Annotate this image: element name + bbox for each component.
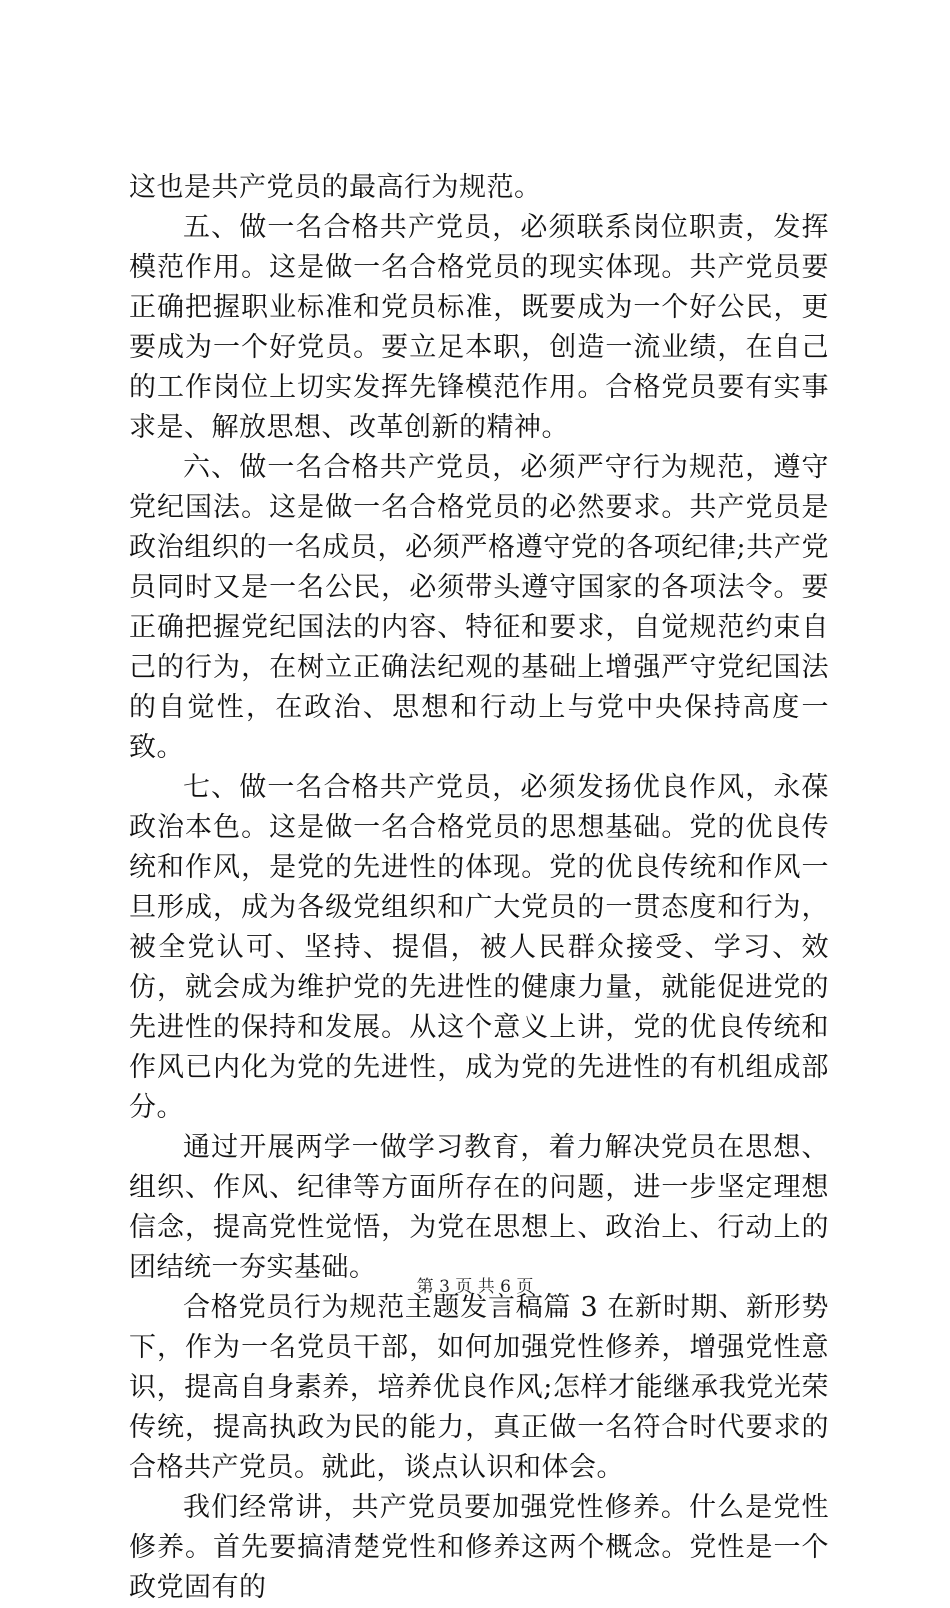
paragraph-2: 五、做一名合格共产党员，必须联系岗位职责，发挥模范作用。这是做一名合格党员的现实体现。共产党员要正确把握职业标准和党员标准，既要成为一个好公民，更要成为一个好党员。要立足本职，创造一流业绩，在自己的工作岗位上切实发挥先锋模范作用。合格党员要有实事求是、解放思想、改革创新的精神。 — [129, 212, 829, 443]
paragraph-7: 我们经常讲，共产党员要加强党性修养。什么是党性修养。首先要搞清楚党性和修养这两个概念。党性是一个政党固有的 — [129, 1492, 829, 1603]
paragraph-6: 合格党员行为规范主题发言稿篇 3 在新时期、新形势下，作为一名党员干部，如何加强党性修养，增强党性意识，提高自身素养，培养优良作风;怎样才能继承我党光荣传统，提高执政为民的能力，真正做一名符合时代要求的合格共产党员。就此，谈点认识和体会。 — [129, 1292, 829, 1483]
paragraph-1: 这也是共产党员的最高行为规范。 — [129, 172, 542, 203]
paragraph-3: 六、做一名合格共产党员，必须严守行为规范，遵守党纪国法。这是做一名合格党员的必然要求。共产党员是政治组织的一名成员，必须严格遵守党的各项纪律;共产党员同时又是一名公民，必须带头遵守国家的各项法令。要正确把握党纪国法的内容、特征和要求，自觉规范约束自己的行为，在树立正确法纪观的基础上增强严守党纪国法的自觉性，在政治、思想和行动上与党中央保持高度一致。 — [129, 452, 829, 763]
paragraph-4: 七、做一名合格共产党员，必须发扬优良作风，永葆政治本色。这是做一名合格党员的思想基础。党的优良传统和作风，是党的先进性的体现。党的优良传统和作风一旦形成，成为各级党组织和广大党员的一贯态度和行为，被全党认可、坚持、提倡，被人民群众接受、学习、效仿，就会成为维护党的先进性的健康力量，就能促进党的先进性的保持和发展。从这个意义上讲，党的优良传统和作风已内化为党的先进性，成为党的先进性的有机组成部分。 — [129, 772, 829, 1123]
page-number-footer: 第 3 页 共 6 页 — [416, 1277, 534, 1297]
paragraph-5: 通过开展两学一做学习教育，着力解决党员在思想、组织、作风、纪律等方面所存在的问题，进一步坚定理想信念，提高党性觉悟，为党在思想上、政治上、行动上的团结统一夯实基础。 — [129, 1132, 829, 1283]
document-body — [129, 168, 829, 1608]
